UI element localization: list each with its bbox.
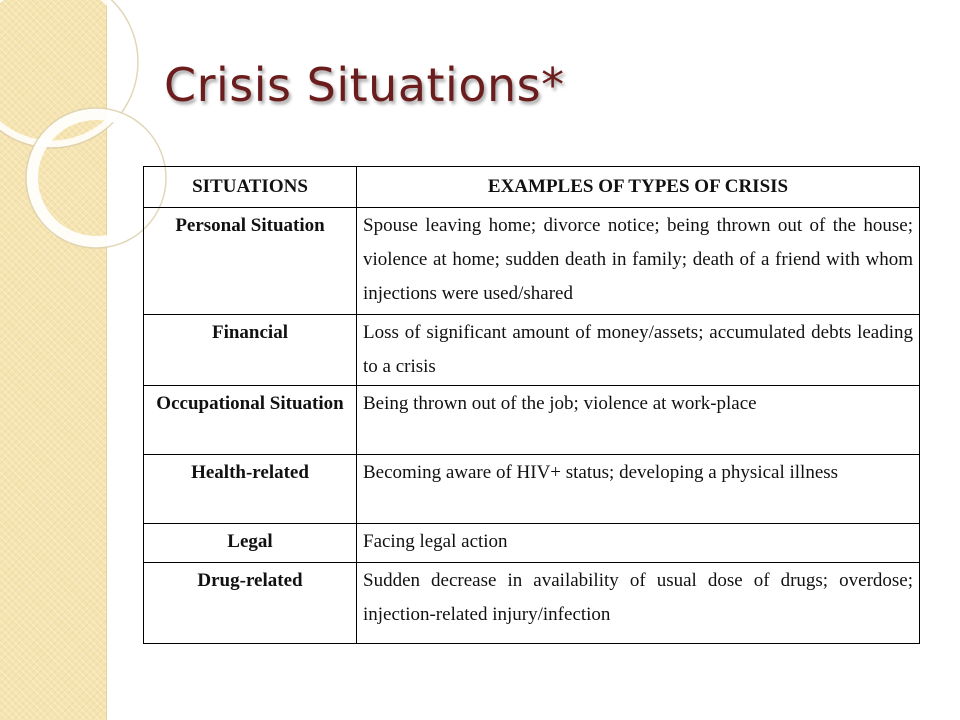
situation-cell: Personal Situation [144, 208, 357, 315]
examples-cell: Becoming aware of HIV+ status; developing a physical illness [357, 455, 920, 524]
slide-title: Crisis Situations* [164, 58, 565, 112]
examples-cell: Sudden decrease in availability of usual dose of drugs; overdose; injection-related injury/infection [357, 563, 920, 644]
header-situations: SITUATIONS [144, 167, 357, 208]
table-row [144, 455, 920, 524]
examples-cell: Spouse leaving home; divorce notice; being thrown out of the house; violence at home; sudden death in family; death of a friend with whom injections were used/shared [357, 208, 920, 315]
crisis-situations-table [143, 166, 920, 644]
table-row [144, 386, 920, 455]
situation-cell: Drug-related [144, 563, 357, 644]
table-row [144, 563, 920, 644]
examples-cell: Facing legal action [357, 524, 920, 563]
table-row [144, 524, 920, 563]
situation-cell: Occupational Situation [144, 386, 357, 455]
header-examples: EXAMPLES OF TYPES OF CRISIS [357, 167, 920, 208]
situation-cell: Financial [144, 315, 357, 386]
examples-cell: Loss of significant amount of money/assets; accumulated debts leading to a crisis [357, 315, 920, 386]
examples-cell: Being thrown out of the job; violence at work-place [357, 386, 920, 455]
table-row [144, 208, 920, 315]
table-header-row [144, 167, 920, 208]
table-row [144, 315, 920, 386]
situation-cell: Health-related [144, 455, 357, 524]
situation-cell: Legal [144, 524, 357, 563]
